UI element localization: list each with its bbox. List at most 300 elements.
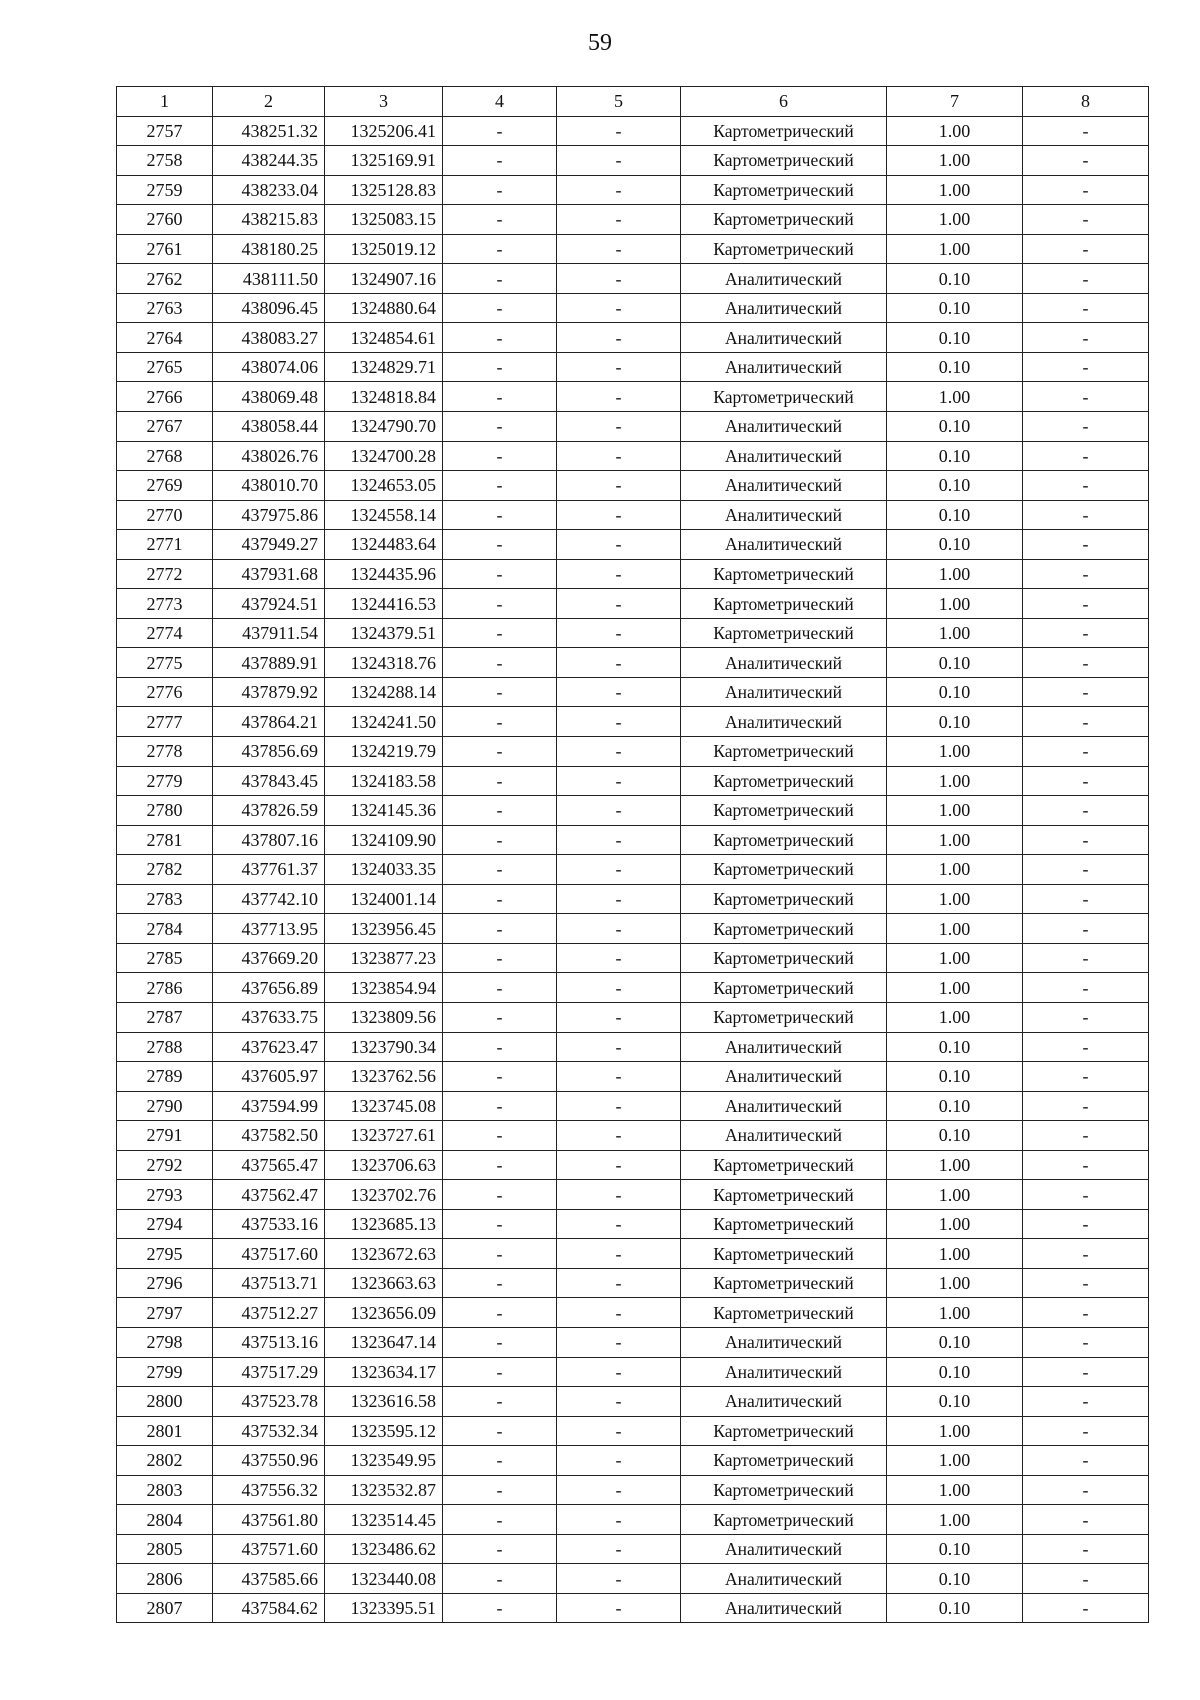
table-cell: Картометрический: [681, 382, 887, 412]
table-cell: -: [557, 1121, 681, 1151]
table-cell: 1.00: [887, 116, 1023, 146]
table-cell: 1.00: [887, 796, 1023, 826]
table-cell: -: [443, 737, 557, 767]
table-cell: 0.10: [887, 264, 1023, 294]
table-cell: 1324219.79: [325, 737, 443, 767]
table-cell: -: [1023, 1416, 1149, 1446]
table-cell: -: [443, 943, 557, 973]
table-cell: 1323663.63: [325, 1268, 443, 1298]
table-cell: 437633.75: [213, 1002, 325, 1032]
table-cell: -: [557, 175, 681, 205]
table-cell: 437807.16: [213, 825, 325, 855]
table-cell: 437879.92: [213, 677, 325, 707]
table-cell: 437512.27: [213, 1298, 325, 1328]
table-cell: 1324033.35: [325, 855, 443, 885]
table-cell: -: [443, 441, 557, 471]
table-row: [117, 796, 1149, 826]
table-cell: Картометрический: [681, 175, 887, 205]
table-cell: Аналитический: [681, 1593, 887, 1623]
table-cell: 2799: [117, 1357, 213, 1387]
table-cell: Картометрический: [681, 116, 887, 146]
table-cell: Аналитический: [681, 648, 887, 678]
table-cell: Картометрический: [681, 737, 887, 767]
table-cell: -: [557, 855, 681, 885]
table-row: [117, 914, 1149, 944]
table-cell: Картометрический: [681, 1180, 887, 1210]
table-cell: 1.00: [887, 175, 1023, 205]
table-cell: 0.10: [887, 1387, 1023, 1417]
table-cell: -: [1023, 146, 1149, 176]
table-cell: 1.00: [887, 737, 1023, 767]
table-cell: -: [557, 1091, 681, 1121]
table-cell: -: [443, 825, 557, 855]
table-cell: -: [557, 589, 681, 619]
table-cell: 0.10: [887, 441, 1023, 471]
table-row: [117, 1209, 1149, 1239]
table-cell: 2769: [117, 471, 213, 501]
table-cell: 0.10: [887, 1593, 1023, 1623]
table-cell: 1323656.09: [325, 1298, 443, 1328]
table-cell: -: [557, 884, 681, 914]
table-cell: Картометрический: [681, 796, 887, 826]
table-cell: -: [557, 1446, 681, 1476]
table-cell: -: [557, 1505, 681, 1535]
table-cell: 1324001.14: [325, 884, 443, 914]
table-cell: -: [1023, 471, 1149, 501]
table-cell: 437656.89: [213, 973, 325, 1003]
table-cell: -: [557, 1239, 681, 1269]
table-cell: -: [557, 146, 681, 176]
table-cell: 437911.54: [213, 618, 325, 648]
table-cell: 2778: [117, 737, 213, 767]
table-cell: 1.00: [887, 1446, 1023, 1476]
table-cell: -: [557, 766, 681, 796]
table-cell: 2789: [117, 1062, 213, 1092]
table-row: [117, 1032, 1149, 1062]
table-cell: -: [1023, 1209, 1149, 1239]
table-cell: -: [443, 1387, 557, 1417]
table-cell: -: [557, 559, 681, 589]
table-cell: -: [1023, 1239, 1149, 1269]
table-cell: 438251.32: [213, 116, 325, 146]
table-cell: -: [443, 1327, 557, 1357]
table-cell: 1323672.63: [325, 1239, 443, 1269]
table-cell: 2764: [117, 323, 213, 353]
table-cell: 438180.25: [213, 234, 325, 264]
table-cell: 2792: [117, 1150, 213, 1180]
table-cell: -: [443, 1593, 557, 1623]
table-cell: 2790: [117, 1091, 213, 1121]
table-row: [117, 559, 1149, 589]
table-cell: 1324183.58: [325, 766, 443, 796]
table-row: [117, 943, 1149, 973]
table-cell: -: [443, 766, 557, 796]
table-cell: 437517.29: [213, 1357, 325, 1387]
table-cell: Аналитический: [681, 1387, 887, 1417]
column-header: 6: [681, 87, 887, 117]
table-cell: -: [557, 264, 681, 294]
table-cell: 2804: [117, 1505, 213, 1535]
table-cell: 1.00: [887, 855, 1023, 885]
table-row: [117, 352, 1149, 382]
table-cell: -: [557, 677, 681, 707]
table-cell: 438244.35: [213, 146, 325, 176]
table-cell: Картометрический: [681, 973, 887, 1003]
table-cell: 2785: [117, 943, 213, 973]
table-cell: -: [443, 205, 557, 235]
table-cell: -: [557, 1032, 681, 1062]
table-cell: Аналитический: [681, 1121, 887, 1151]
table-cell: 1325169.91: [325, 146, 443, 176]
table-cell: 437931.68: [213, 559, 325, 589]
table-cell: -: [1023, 677, 1149, 707]
column-header: 3: [325, 87, 443, 117]
table-cell: -: [443, 116, 557, 146]
table-cell: 0.10: [887, 471, 1023, 501]
table-cell: 1.00: [887, 205, 1023, 235]
table-row: [117, 884, 1149, 914]
table-cell: -: [443, 1475, 557, 1505]
table-cell: 2781: [117, 825, 213, 855]
table-cell: 438010.70: [213, 471, 325, 501]
table-cell: 1.00: [887, 1416, 1023, 1446]
table-cell: 2807: [117, 1593, 213, 1623]
table-cell: 437565.47: [213, 1150, 325, 1180]
table-cell: 1.00: [887, 1505, 1023, 1535]
table-cell: Картометрический: [681, 618, 887, 648]
table-row: [117, 1534, 1149, 1564]
table-cell: -: [557, 293, 681, 323]
table-cell: 1.00: [887, 234, 1023, 264]
table-cell: -: [1023, 1534, 1149, 1564]
table-cell: 0.10: [887, 1357, 1023, 1387]
table-cell: -: [443, 796, 557, 826]
table-cell: -: [1023, 589, 1149, 619]
table-cell: 2793: [117, 1180, 213, 1210]
table-cell: Картометрический: [681, 1416, 887, 1446]
table-cell: 437605.97: [213, 1062, 325, 1092]
table-cell: -: [557, 973, 681, 1003]
table-cell: -: [1023, 352, 1149, 382]
table-row: [117, 1387, 1149, 1417]
table-cell: 437513.71: [213, 1268, 325, 1298]
table-cell: 1324558.14: [325, 500, 443, 530]
table-row: [117, 1475, 1149, 1505]
table-row: [117, 677, 1149, 707]
table-cell: 2806: [117, 1564, 213, 1594]
table-row: [117, 1505, 1149, 1535]
table-cell: 1.00: [887, 146, 1023, 176]
table-cell: 1.00: [887, 884, 1023, 914]
table-cell: -: [1023, 412, 1149, 442]
table-cell: Картометрический: [681, 1239, 887, 1269]
table-cell: 1323877.23: [325, 943, 443, 973]
table-cell: 0.10: [887, 1091, 1023, 1121]
table-cell: 2758: [117, 146, 213, 176]
table-cell: -: [1023, 1002, 1149, 1032]
table-cell: Картометрический: [681, 1268, 887, 1298]
table-cell: 0.10: [887, 500, 1023, 530]
table-cell: -: [1023, 825, 1149, 855]
table-cell: 0.10: [887, 1534, 1023, 1564]
table-cell: -: [443, 707, 557, 737]
table-row: [117, 500, 1149, 530]
table-cell: -: [443, 1446, 557, 1476]
table-cell: 437856.69: [213, 737, 325, 767]
table-cell: 2786: [117, 973, 213, 1003]
table-cell: 1323745.08: [325, 1091, 443, 1121]
table-cell: 1.00: [887, 766, 1023, 796]
table-cell: -: [557, 1002, 681, 1032]
table-cell: 438069.48: [213, 382, 325, 412]
table-cell: 437713.95: [213, 914, 325, 944]
table-cell: Аналитический: [681, 1327, 887, 1357]
table-cell: 2760: [117, 205, 213, 235]
table-cell: -: [443, 323, 557, 353]
table-cell: 2774: [117, 618, 213, 648]
table-cell: 1.00: [887, 825, 1023, 855]
table-cell: -: [557, 1268, 681, 1298]
table-cell: -: [443, 471, 557, 501]
table-cell: -: [557, 1357, 681, 1387]
table-row: [117, 116, 1149, 146]
table-cell: 437826.59: [213, 796, 325, 826]
table-cell: 437556.32: [213, 1475, 325, 1505]
table-cell: -: [1023, 1387, 1149, 1417]
table-cell: 1324829.71: [325, 352, 443, 382]
table-cell: -: [1023, 1298, 1149, 1328]
table-row: [117, 1416, 1149, 1446]
table-cell: -: [557, 500, 681, 530]
table-cell: 437582.50: [213, 1121, 325, 1151]
table-cell: -: [443, 1180, 557, 1210]
table-row: [117, 1239, 1149, 1269]
table-cell: -: [1023, 1475, 1149, 1505]
table-cell: 1323685.13: [325, 1209, 443, 1239]
table-cell: -: [443, 914, 557, 944]
column-header: 7: [887, 87, 1023, 117]
table-cell: -: [443, 973, 557, 1003]
table-row: [117, 1091, 1149, 1121]
table-cell: -: [1023, 441, 1149, 471]
table-cell: 1323854.94: [325, 973, 443, 1003]
table-cell: 1.00: [887, 1268, 1023, 1298]
table-cell: -: [557, 648, 681, 678]
table-cell: -: [557, 1062, 681, 1092]
page-number: 59: [588, 30, 612, 56]
table-cell: 437843.45: [213, 766, 325, 796]
table-cell: -: [1023, 1091, 1149, 1121]
table-cell: -: [443, 500, 557, 530]
table-cell: Аналитический: [681, 1564, 887, 1594]
table-cell: 2787: [117, 1002, 213, 1032]
table-row: [117, 293, 1149, 323]
table-cell: Аналитический: [681, 323, 887, 353]
table-cell: 437669.20: [213, 943, 325, 973]
table-cell: 1.00: [887, 973, 1023, 1003]
table-cell: 437562.47: [213, 1180, 325, 1210]
table-cell: -: [1023, 1062, 1149, 1092]
table-cell: -: [1023, 382, 1149, 412]
table-cell: -: [443, 530, 557, 560]
table-cell: 1324109.90: [325, 825, 443, 855]
table-cell: -: [443, 412, 557, 442]
table-row: [117, 175, 1149, 205]
table-cell: 1323532.87: [325, 1475, 443, 1505]
table-row: [117, 146, 1149, 176]
table-cell: 437533.16: [213, 1209, 325, 1239]
table-cell: -: [1023, 323, 1149, 353]
table-cell: 2805: [117, 1534, 213, 1564]
table-cell: 437924.51: [213, 589, 325, 619]
table-cell: Аналитический: [681, 352, 887, 382]
table-cell: -: [557, 1209, 681, 1239]
table-row: [117, 530, 1149, 560]
table-cell: Аналитический: [681, 471, 887, 501]
table-cell: -: [443, 677, 557, 707]
table-cell: -: [443, 1298, 557, 1328]
table-row: [117, 323, 1149, 353]
table-cell: 437561.80: [213, 1505, 325, 1535]
table-cell: -: [1023, 737, 1149, 767]
table-cell: -: [1023, 914, 1149, 944]
table-cell: 1323702.76: [325, 1180, 443, 1210]
table-cell: 1324700.28: [325, 441, 443, 471]
table-cell: -: [443, 234, 557, 264]
table-row: [117, 618, 1149, 648]
table-cell: 1.00: [887, 618, 1023, 648]
table-cell: 1323790.34: [325, 1032, 443, 1062]
table-row: [117, 973, 1149, 1003]
table-cell: 1323727.61: [325, 1121, 443, 1151]
table-row: [117, 1062, 1149, 1092]
table-row: [117, 441, 1149, 471]
table-cell: 1324653.05: [325, 471, 443, 501]
table-cell: 2762: [117, 264, 213, 294]
table-cell: 1324790.70: [325, 412, 443, 442]
table-row: [117, 1121, 1149, 1151]
table-cell: -: [1023, 1032, 1149, 1062]
table-cell: Аналитический: [681, 1534, 887, 1564]
table-cell: 1325206.41: [325, 116, 443, 146]
table-cell: 0.10: [887, 352, 1023, 382]
table-cell: 437889.91: [213, 648, 325, 678]
table-cell: 1323956.45: [325, 914, 443, 944]
table-cell: 1324416.53: [325, 589, 443, 619]
table-cell: -: [1023, 205, 1149, 235]
table-cell: 1324818.84: [325, 382, 443, 412]
table-cell: -: [443, 1268, 557, 1298]
table-row: [117, 264, 1149, 294]
table-cell: 437584.62: [213, 1593, 325, 1623]
table-cell: -: [557, 1416, 681, 1446]
table-row: [117, 1564, 1149, 1594]
table-cell: Картометрический: [681, 914, 887, 944]
table-cell: 437585.66: [213, 1564, 325, 1594]
table-cell: 437623.47: [213, 1032, 325, 1062]
table-cell: -: [1023, 1357, 1149, 1387]
table-cell: 2797: [117, 1298, 213, 1328]
table-cell: 1323549.95: [325, 1446, 443, 1476]
table-cell: -: [557, 352, 681, 382]
table-cell: -: [443, 1357, 557, 1387]
table-cell: 2770: [117, 500, 213, 530]
table-cell: 1324318.76: [325, 648, 443, 678]
table-row: [117, 382, 1149, 412]
table-cell: Аналитический: [681, 1357, 887, 1387]
table-cell: 0.10: [887, 293, 1023, 323]
table-cell: 1323395.51: [325, 1593, 443, 1623]
table-cell: -: [557, 1180, 681, 1210]
table-cell: -: [443, 1062, 557, 1092]
table-cell: 1323486.62: [325, 1534, 443, 1564]
table-cell: -: [557, 825, 681, 855]
table-cell: Картометрический: [681, 766, 887, 796]
table-cell: 0.10: [887, 530, 1023, 560]
table-cell: 1324145.36: [325, 796, 443, 826]
table-cell: 0.10: [887, 323, 1023, 353]
table-cell: 437975.86: [213, 500, 325, 530]
table-cell: -: [1023, 1150, 1149, 1180]
table-cell: 1.00: [887, 1298, 1023, 1328]
table-cell: -: [443, 1209, 557, 1239]
table-cell: 2798: [117, 1327, 213, 1357]
header-row: [117, 87, 1149, 117]
table-cell: 2771: [117, 530, 213, 560]
table-cell: 2796: [117, 1268, 213, 1298]
table-row: [117, 205, 1149, 235]
table-cell: -: [443, 559, 557, 589]
table-cell: Аналитический: [681, 500, 887, 530]
table-cell: -: [557, 116, 681, 146]
table-cell: -: [557, 1475, 681, 1505]
table-cell: 1324288.14: [325, 677, 443, 707]
table-row: [117, 1593, 1149, 1623]
table-cell: -: [1023, 1180, 1149, 1210]
table-cell: 2775: [117, 648, 213, 678]
table-row: [117, 589, 1149, 619]
table-cell: 1323634.17: [325, 1357, 443, 1387]
table-cell: -: [557, 382, 681, 412]
table-cell: 2782: [117, 855, 213, 885]
table-cell: -: [443, 1534, 557, 1564]
table-cell: 437532.34: [213, 1416, 325, 1446]
table-cell: Аналитический: [681, 677, 887, 707]
table-cell: -: [1023, 500, 1149, 530]
table-cell: 2783: [117, 884, 213, 914]
table-cell: 1.00: [887, 1180, 1023, 1210]
table-cell: -: [443, 1002, 557, 1032]
table-cell: -: [1023, 175, 1149, 205]
table-cell: -: [557, 234, 681, 264]
table-row: [117, 1327, 1149, 1357]
coordinates-table: [116, 86, 1149, 1623]
table-cell: 437517.60: [213, 1239, 325, 1269]
table-cell: 0.10: [887, 1564, 1023, 1594]
table-cell: 438215.83: [213, 205, 325, 235]
table-row: [117, 412, 1149, 442]
table-cell: Картометрический: [681, 1505, 887, 1535]
table-cell: 2767: [117, 412, 213, 442]
table-cell: 2802: [117, 1446, 213, 1476]
table-cell: 437949.27: [213, 530, 325, 560]
table-cell: 2800: [117, 1387, 213, 1417]
table-cell: -: [557, 914, 681, 944]
table-cell: 2776: [117, 677, 213, 707]
table-cell: -: [1023, 707, 1149, 737]
table-cell: Картометрический: [681, 1002, 887, 1032]
table-row: [117, 1180, 1149, 1210]
